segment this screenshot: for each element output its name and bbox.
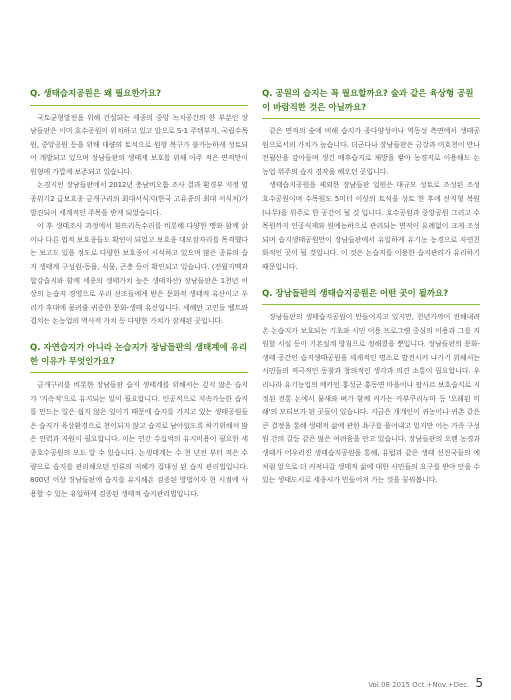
question-text: Q. 공원의 습지는 꼭 필요할까요? 숲과 같은 육상형 공원이 바람직한 것은 아닐까요? [262, 89, 474, 113]
question-heading [262, 288, 480, 306]
page-number: 5 [475, 676, 483, 690]
answer-paragraph: 장남들판의 생태습지공원이 만들어지고 있지만, 천년가까이 전해내려온 논습지가 보호되는 기초와 시민 이용 프로그램 중심의 이용과 그를 지원할 시설 등이 기본설계 방침으로 정해졌을 뿐입니다. 장남들판의 문화-생태 공간인 습지생태공원을 세계적인 명소로 발전시켜 나가기 위해서는 시민들의 적극적인 동참과 창의적인 생각과 의견 소통이 필요합니다. 우리나라 유기농업의 메카인 홍성군 홍동면 마을이나 팝사르 보호습지로 지정된 전통 논에서 물새와 벼가 함께 커가는 카부쿠리누마 등 '오래된 미래'의 모티브가 된 곳들이 있습니다. 지금은 개개인이 귀농이나 귀촌 같은 큰 결정을 통해 생태적 삶에 관한 욕구를 풀어내고 있지만 이는 가족 구성원 간의 갈등 같은 많은 어려움을 안고 있습니다. 장남들판의 오랜 농경과 생태가 어우러진 생태습지공원을 통해, 유럽과 같은 생태 선진국들의 예처럼 앞으로 더 커져나갈 생태적 삶에 대한 시민들의 요구를 받아 안을 수 있는 생태도시로 세종시가 만들어져 가는 것을 꿈꿔봅니다. [262, 312, 480, 485]
right-column [262, 88, 480, 501]
answer-paragraph: 같은 면적의 숲에 비해 습지가 종다양성이나 역동성 측면에서 생태공원으로서의 가치가 높습니다. 더군다나 장남들판은 금강과 미호천이 만나 전월산을 감아돌며 생긴 배후습지로 채방을 쌓아 농경지로 이용해도 논 농업 위주의 습지 경작을 해오던 곳입니다. [262, 126, 480, 176]
question-text: Q. 자연습지가 아니라 논습지가 장남들판의 생태계에 유리한 이유가 무엇인가요? [30, 343, 248, 367]
left-column [30, 88, 248, 514]
question-heading [30, 342, 248, 373]
answer-paragraph: 국토균형발전을 위해 건설되는 세종의 중앙 녹지공간의 한 부분인 장남들판은 이미 호수공원이 위치하고 있고 앞으로 S-1 주택부지, 국립수목원, 중앙공원 등을 위해 대량의 토석으로 원형 복구가 불가능하게 성토되어 개발되고 있으며 장남들판의 생태계 보호를 위해 아주 적은 면적만이 원형에 가깝게 보존되고 있습니다. [30, 112, 248, 176]
answer-paragraph: 금개구리를 비롯한 장남들판 습지 생태계를 위해서는 깊지 않은 습지가 '지속적'으로 유지되는 일이 필요합니다. 인공적으로 지속가능한 습지를 만드는 일은 쉽지 않은 일이기 때문에 습지를 가지고 있는 생태공원들은 습지가 육상환경으로 천이되지 않고 습지로 남아있도록 하기위해서 많은 인력과 자원이 필요합니다. 이는 연간 수십억의 유지비용이 필요한 세종호수공원의 모도 알 수 있습니다. 논생태계는 수 천 년전 부터 적은 수량으로 습지를 관리해오던 인류의 지혜가 집대성 된 습지 관리법입니다. 800년 이상 장남들판에 습지를 유지해온 검증된 방법이자 현 시점에 사용할 수 있는 유일하게 검증된 생태적 습지관리법입니다. [30, 380, 248, 498]
question-text: Q. 장남들판의 생태습지공원은 어떤 곳이 될까요? [262, 288, 449, 299]
question-text: Q. 생태습지공원은 왜 필요한가요? [30, 89, 162, 99]
qa-section-why-needed [30, 88, 248, 328]
qa-section-future-park [262, 288, 480, 487]
qa-section-paddy-wetland [30, 342, 248, 500]
answer-paragraph: 논경지인 장남들판에서 2012년 충남비오톱 조사 결과 환경부 지정 멸종위기2 급보호종 금개구리의 최대서식지(한국 고유종의 최대 서식처)가 발견되어 세계적인 주목을 받게 되었습니다. [30, 180, 248, 217]
question-heading [262, 88, 480, 119]
qa-section-wetland-necessity [262, 88, 480, 274]
answer-paragraph: 이 후 생태조사 과정에서 흰뜨리독수리를 비롯해 다양한 맹와 함께 삵이나 다른 법적 보호종들도 확인이 되었고 보호종 대모잠자리를 목격했다는 보고도 있을 정도로 다양한 보호종이 서식하고 있으며 많은 종류의 습지 생태계 구성원-동물, 식물, 곤충 등이 확인되고 있습니다. (전월지맥과 합강습지와 함께 세종의 생태가치 높은 생태자산) 장남들판은 1천년 이상의 논습지 경영으로 우리 선조들에게 받은 문화적 생태적 유산이고 우리가 후대에 물려줄 귀중한 문화-생태 유산입니다. 세해안 고인돌 벨트와 겹치는 논농업의 역사적 가치 등 다양한 가치가 잠재된 곳입니다. [30, 221, 248, 326]
volume-info: Vol.08 2015 Oct.+Nov.+Dec. [368, 681, 470, 689]
page-footer [368, 676, 483, 690]
answer-paragraph: 생태습지공원을 제외한 장남들판 일원은 대규모 성토로 조성된 조성 호수공원이며 수목원도 5미터 이상의 토석을 성토 한 후에 산지형 복원(나무)을 위주로 한 공간이 될 것 입니다. 호수공원과 중앙공원 그리고 수목원까지 인공식재와 원예농하으로 관리되는 면적이 유례없이 크게 조성되며 습지생태공원만이 장남들판에서 유일하게 유기농 농경으로 자연친화적인 곳이 될 것입니다. 이 것은 논습지를 이용한 습지관리가 유리하기 때문입니다. [262, 180, 480, 271]
question-heading [30, 88, 248, 106]
